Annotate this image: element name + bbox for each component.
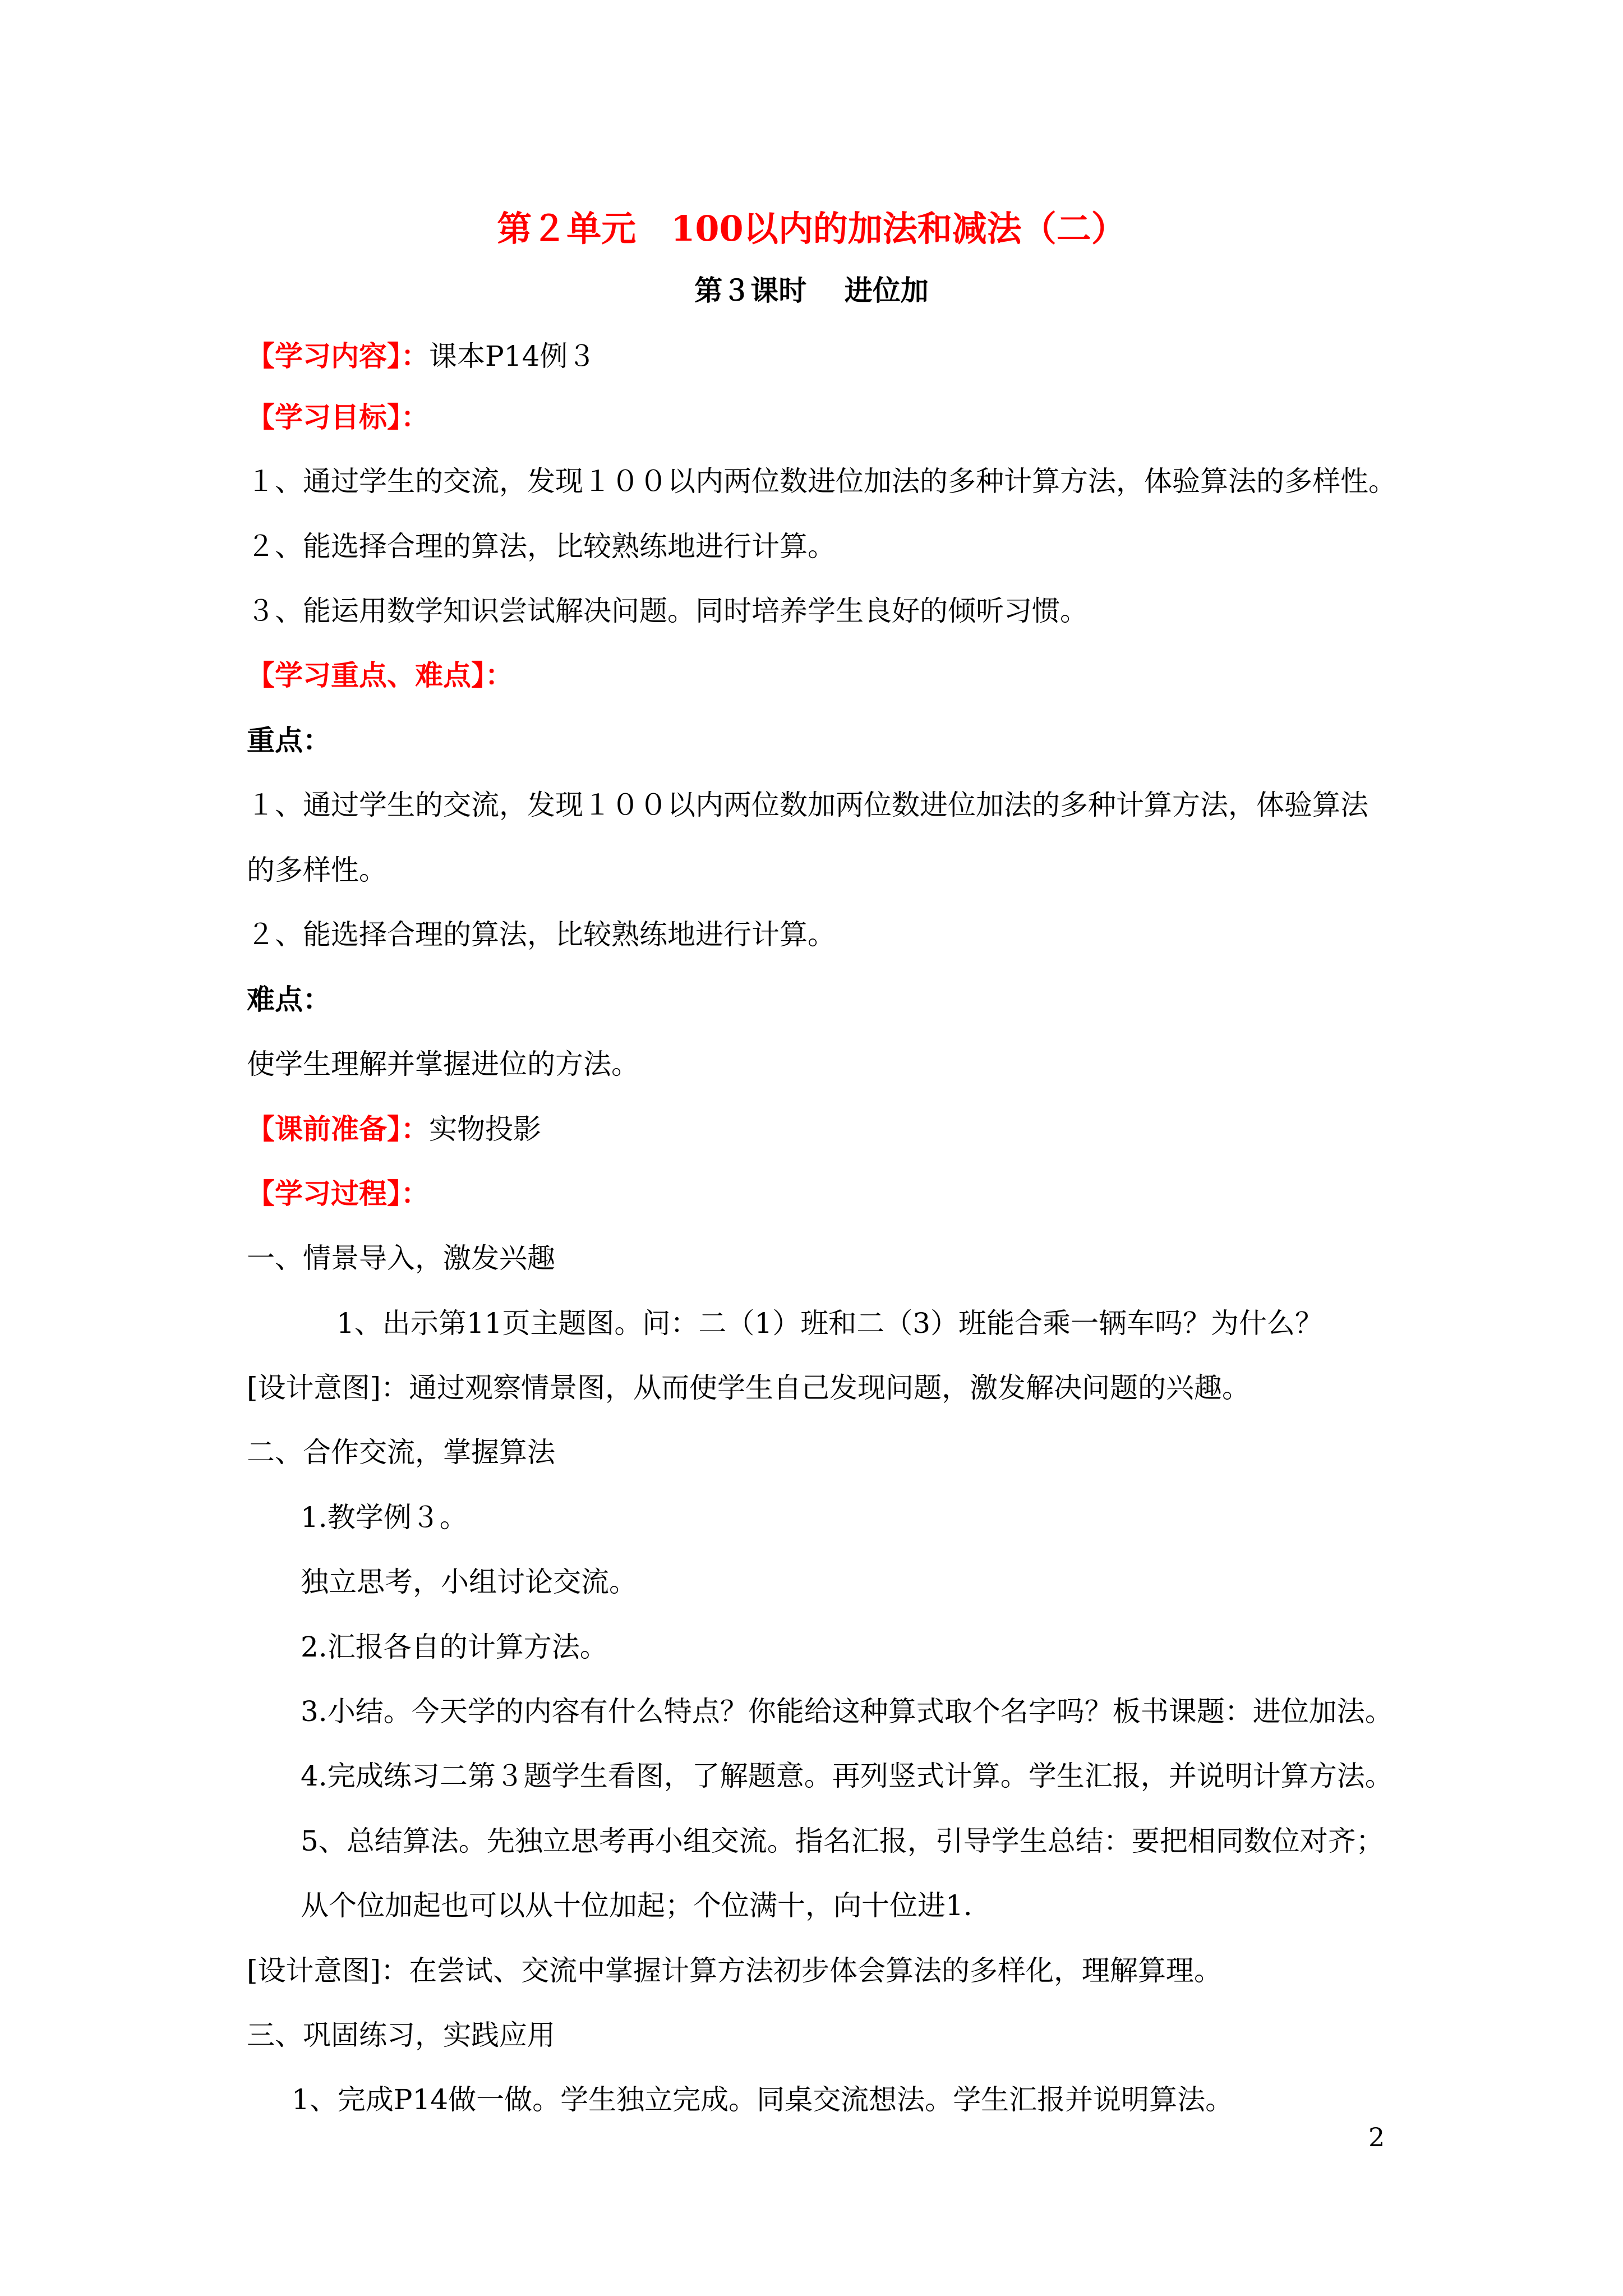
key-points-label: 【学习重点、难点】 xyxy=(247,659,485,692)
content-label: 【学习内容】 xyxy=(247,339,401,372)
document-title: 第２单元 100以内的加法和减法（二） xyxy=(497,208,1126,249)
process-section-heading: 二、合作交流，掌握算法 xyxy=(247,1436,555,1469)
preparation-colon: ： xyxy=(401,1112,429,1145)
focus-item: ２、能选择合理的算法，比较熟练地进行计算。 xyxy=(247,918,836,951)
focus-item: 的多样性。 xyxy=(247,854,387,886)
process-label: 【学习过程】 xyxy=(247,1177,401,1210)
design-intent-line: [设计意图]：在尝试、交流中掌握计算方法初步体会算法的多样化，理解算理。 xyxy=(247,1954,1223,1987)
process-section-heading: 一、情景导入，激发兴趣 xyxy=(247,1242,555,1274)
process-line: 4.完成练习二第３题学生看图，了解题意。再列竖式计算。学生汇报，并说明计算方法。 xyxy=(301,1760,1393,1792)
focus-heading: 重点： xyxy=(247,724,331,757)
goal-item: ２、能选择合理的算法，比较熟练地进行计算。 xyxy=(247,530,836,563)
process-line: 2.汇报各自的计算方法。 xyxy=(301,1631,608,1663)
goal-item: ３、能运用数学知识尝试解决问题。同时培养学生良好的倾听习惯。 xyxy=(247,595,1088,627)
focus-item: １、通过学生的交流，发现１００以内两位数加两位数进位加法的多种计算方法，体验算法 xyxy=(247,789,1368,821)
process-line: 1、完成P14做一做。学生独立完成。同桌交流想法。学生汇报并说明算法。 xyxy=(292,2083,1234,2116)
process-section-heading: 三、巩固练习，实践应用 xyxy=(247,2019,555,2051)
difficulty-heading: 难点： xyxy=(247,983,331,1016)
process-line: 1.教学例３。 xyxy=(301,1501,468,1534)
process-line: 3.小结。今天学的内容有什么特点？你能给这种算式取个名字吗？板书课题：进位加法。 xyxy=(301,1695,1393,1728)
content-colon: ： xyxy=(401,339,429,372)
preparation-label: 【课前准备】 xyxy=(247,1112,401,1145)
process-line: 5、总结算法。先独立思考再小组交流。指名汇报，引导学生总结：要把相同数位对齐； xyxy=(301,1825,1384,1857)
process-line: 1、出示第11页主题图。问：二（1）班和二（3）班能合乘一辆车吗？为什么？ xyxy=(336,1307,1324,1340)
process-colon: ： xyxy=(401,1177,429,1210)
goals-label: 【学习目标】 xyxy=(247,401,401,434)
content-text: 课本P14例３ xyxy=(429,340,596,372)
content-line xyxy=(247,338,596,374)
key-points-heading xyxy=(247,657,513,693)
goals-colon: ： xyxy=(401,401,429,434)
lesson-title: 第３课时 进位加 xyxy=(694,274,929,307)
process-line: 独立思考，小组讨论交流。 xyxy=(301,1566,637,1598)
preparation-line xyxy=(247,1111,541,1147)
goals-heading xyxy=(247,399,429,435)
design-intent-line: [设计意图]：通过观察情景图，从而使学生自己发现问题，激发解决问题的兴趣。 xyxy=(247,1372,1251,1404)
key-points-colon: ： xyxy=(485,659,513,692)
goal-item: １、通过学生的交流，发现１００以内两位数进位加法的多种计算方法，体验算法的多样性。 xyxy=(247,465,1396,498)
page-number: 2 xyxy=(1368,2122,1385,2152)
difficulty-text: 使学生理解并掌握进位的方法。 xyxy=(247,1048,639,1080)
process-heading xyxy=(247,1176,429,1212)
process-line: 从个位加起也可以从十位加起；个位满十，向十位进1. xyxy=(301,1889,972,1922)
preparation-text: 实物投影 xyxy=(429,1113,541,1145)
